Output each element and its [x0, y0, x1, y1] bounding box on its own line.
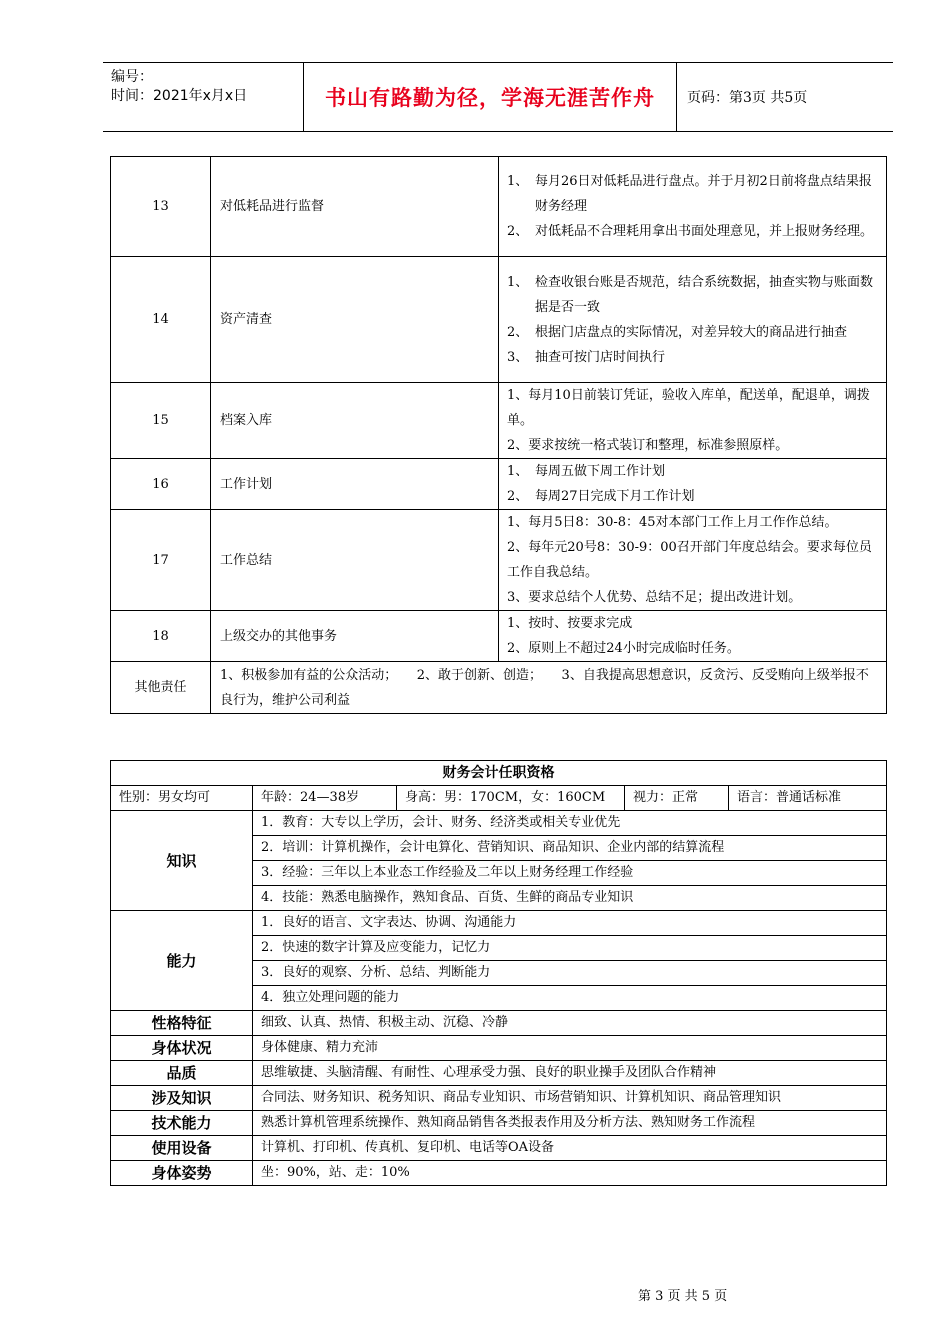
knowledge-item: 3．经验：三年以上本业态工作经验及二年以上财务经理工作经验	[253, 861, 887, 886]
duty-item-index: 1、	[507, 274, 529, 290]
duty-item-text: 根据门店盘点的实际情况，对差异较大的商品进行抽查	[535, 324, 848, 340]
duty-item: 1、按时、按要求完成	[507, 616, 633, 631]
duty-number: 16	[111, 459, 211, 510]
duty-item-text: 对低耗品不合理耗用拿出书面处理意见，并上报财务经理。	[535, 224, 874, 239]
duty-number: 18	[111, 611, 211, 662]
qualification-value: 计算机、打印机、传真机、复印机、电话等OA设备	[253, 1136, 887, 1161]
duty-description	[499, 459, 887, 510]
duty-row	[111, 510, 887, 611]
duty-description	[499, 157, 887, 257]
duty-description	[499, 383, 887, 459]
qualification-label: 品质	[111, 1061, 253, 1086]
qualification-row	[111, 1011, 887, 1036]
duty-item: 1、每月5日8：30-8：45对本部门工作上月工作作总结。	[507, 515, 838, 530]
qualification-label: 技术能力	[111, 1111, 253, 1136]
qualification-title-row	[111, 761, 887, 786]
qualification-value: 合同法、财务知识、税务知识、商品专业知识、市场营销知识、计算机知识、商品管理知识	[253, 1086, 887, 1111]
duty-table	[110, 156, 887, 714]
knowledge-item: 4．技能：熟悉电脑操作，熟知食品、百货、生鲜的商品专业知识	[253, 886, 887, 911]
qualification-title: 财务会计任职资格	[111, 761, 887, 786]
duty-item-index: 1、	[507, 464, 529, 479]
other-duty-text: 1、积极参加有益的公众活动； 2、敢于创新、创造； 3、自我提高思想意识，反贪污、反受贿向上级举报不良行为，维护公司利益	[211, 662, 887, 714]
qualification-table	[110, 760, 887, 1186]
duty-item	[507, 270, 880, 320]
duty-item-index: 1、	[507, 174, 529, 189]
slogan: 书山有路勤为径，学海无涯苦作舟	[325, 85, 655, 110]
header-slogan-cell	[304, 63, 677, 131]
knowledge-item: 1．教育：大专以上学历，会计、财务、经济类或相关专业优先	[253, 811, 887, 836]
duty-item: 3、要求总结个人优势、总结不足；提出改进计划。	[507, 590, 802, 605]
knowledge-label: 知识	[111, 811, 253, 911]
duty-item-index: 2、	[507, 489, 529, 504]
duty-item-index: 3、	[507, 349, 529, 365]
duty-item: 2、每年元20号8：30-9：00召开部门年度总结会。要求每位员工作自我总结。	[507, 540, 872, 580]
duty-item: 1、每月10日前装订凭证，验收入库单，配送单，配退单，调拨单。	[507, 388, 870, 428]
duty-item-index: 2、	[507, 224, 529, 239]
qualification-value: 思维敏捷、头脑清醒、有耐性、心理承受力强、良好的职业操手及团队合作精神	[253, 1061, 887, 1086]
duty-item: 2、要求按统一格式装订和整理，标准参照原样。	[507, 438, 789, 453]
qualification-row	[111, 1061, 887, 1086]
qualification-label: 性格特征	[111, 1011, 253, 1036]
date-label: 时间：2021年x月x日	[111, 88, 248, 104]
basic-requirement: 身高：男：170CM，女：160CM	[397, 786, 625, 811]
duty-item	[507, 459, 880, 484]
duty-item-text: 检查收银台账是否规范，结合系统数据，抽查实物与账面数据是否一致	[535, 274, 874, 315]
duty-row	[111, 459, 887, 510]
qualification-label: 使用设备	[111, 1136, 253, 1161]
duty-row	[111, 157, 887, 257]
other-duty-row	[111, 662, 887, 714]
ability-item: 3．良好的观察、分析、总结、判断能力	[253, 961, 887, 986]
qualification-row	[111, 1086, 887, 1111]
page-footer: 第 3 页 共 5 页	[638, 1289, 728, 1304]
qualification-label: 身体状况	[111, 1036, 253, 1061]
qualification-value: 坐：90%，站、走：10%	[253, 1161, 887, 1186]
qualification-row	[111, 1036, 887, 1061]
basic-requirement: 年龄：24—38岁	[253, 786, 397, 811]
qualification-table-body	[111, 761, 887, 1186]
duty-item-text: 抽查可按门店时间执行	[535, 349, 666, 365]
duty-item	[507, 320, 880, 345]
number-label: 编号：	[111, 69, 153, 85]
duty-item	[507, 345, 880, 370]
ability-item: 4．独立处理问题的能力	[253, 986, 887, 1011]
duty-task: 资产清查	[211, 257, 499, 383]
page-indicator: 页码：第3页 共5页	[687, 90, 808, 106]
basic-requirements-row	[111, 786, 887, 811]
duty-task: 档案入库	[211, 383, 499, 459]
basic-requirement: 视力：正常	[625, 786, 729, 811]
duty-row	[111, 257, 887, 383]
header-meta	[103, 63, 304, 131]
duty-task: 对低耗品进行监督	[211, 157, 499, 257]
duty-item	[507, 169, 880, 219]
qualification-value: 细致、认真、热情、积极主动、沉稳、冷静	[253, 1011, 887, 1036]
duty-task: 工作计划	[211, 459, 499, 510]
duty-description	[499, 257, 887, 383]
duty-item-text: 每周五做下周工作计划	[535, 464, 666, 479]
duty-item	[507, 484, 880, 509]
duty-task: 上级交办的其他事务	[211, 611, 499, 662]
ability-row	[111, 911, 887, 936]
duty-task: 工作总结	[211, 510, 499, 611]
page-header	[103, 62, 893, 132]
knowledge-item: 2．培训：计算机操作，会计电算化、营销知识、商品知识、企业内部的结算流程	[253, 836, 887, 861]
duty-item-text: 每月26日对低耗品进行盘点。并于月初2日前将盘点结果报财务经理	[535, 174, 872, 214]
qualification-label: 身体姿势	[111, 1161, 253, 1186]
qualification-value: 身体健康、精力充沛	[253, 1036, 887, 1061]
basic-requirement: 性别：男女均可	[111, 786, 253, 811]
qualification-row	[111, 1136, 887, 1161]
duty-number: 14	[111, 257, 211, 383]
duty-description	[499, 510, 887, 611]
duty-item	[507, 219, 880, 244]
ability-item: 1．良好的语言、文字表达、协调、沟通能力	[253, 911, 887, 936]
duty-table-body	[111, 157, 887, 714]
duty-number: 13	[111, 157, 211, 257]
duty-item-index: 2、	[507, 324, 529, 340]
qualification-label: 涉及知识	[111, 1086, 253, 1111]
other-duty-label: 其他责任	[111, 662, 211, 714]
duty-number: 15	[111, 383, 211, 459]
duty-item-text: 每周27日完成下月工作计划	[535, 489, 695, 504]
ability-item: 2．快速的数字计算及应变能力，记忆力	[253, 936, 887, 961]
qualification-row	[111, 1161, 887, 1186]
duty-row	[111, 611, 887, 662]
basic-requirement: 语言：普通话标准	[729, 786, 887, 811]
knowledge-row	[111, 811, 887, 836]
duty-number: 17	[111, 510, 211, 611]
qualification-value: 熟悉计算机管理系统操作、熟知商品销售各类报表作用及分析方法、熟知财务工作流程	[253, 1111, 887, 1136]
ability-label: 能力	[111, 911, 253, 1011]
duty-description	[499, 611, 887, 662]
qualification-row	[111, 1111, 887, 1136]
duty-row	[111, 383, 887, 459]
duty-item: 2、原则上不超过24小时完成临时任务。	[507, 641, 740, 656]
